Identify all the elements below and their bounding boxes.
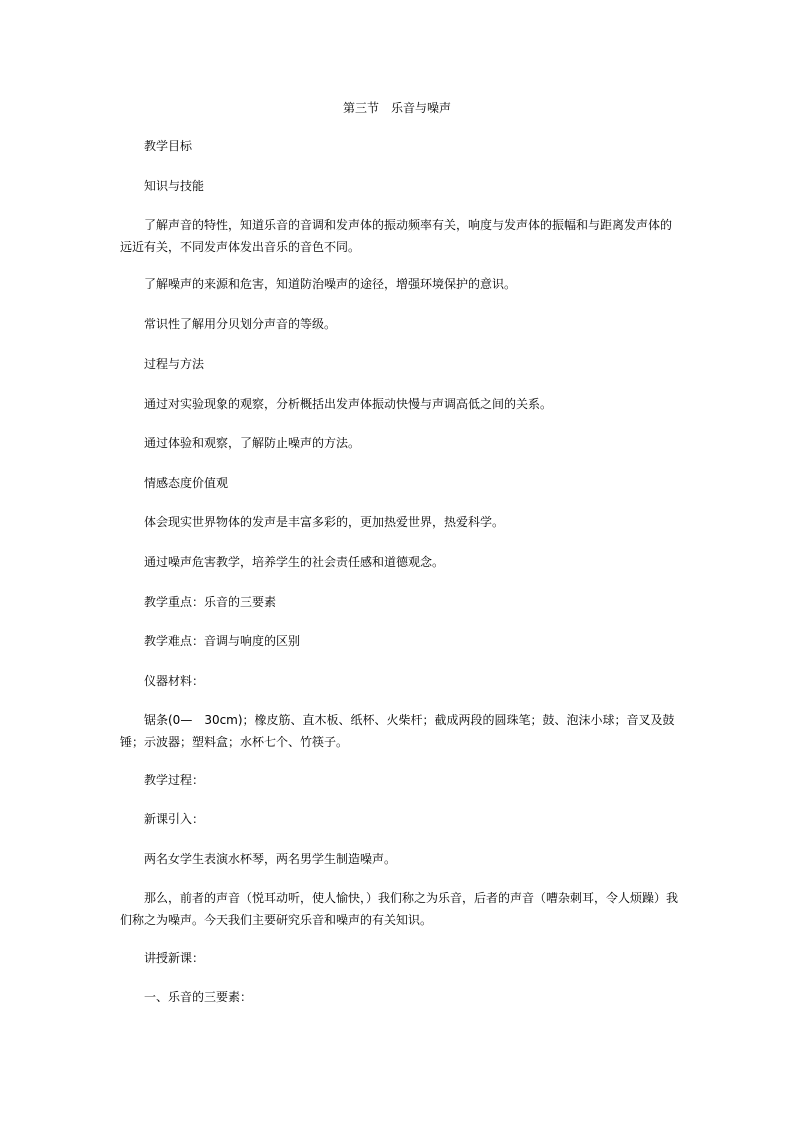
paragraph-values: 情感态度价值观 <box>144 476 229 490</box>
section-title: 第三节 乐音与噪声 <box>342 101 451 115</box>
paragraph-materials-heading: 仪器材料： <box>144 674 205 688</box>
paragraph-music-vs-noise: 那么，前者的声音（悦耳动听，使人愉快，）我们称之为乐音，后者的声音（嘈杂刺耳，令人烦躁）我们称之为噪声。今天我们主要研究乐音和噪声的有关知识。 <box>120 891 679 927</box>
paragraph-materials-list: 锯条(0— 30cm)；橡皮筋、直木板、纸杯、火柴杆；截成两段的圆珠笔；鼓、泡沫小球；音叉及鼓锤；示波器；塑料盒；水杯七个、竹筷子。 <box>120 713 675 749</box>
paragraph-difficulty: 教学难点：音调与响度的区别 <box>144 634 301 648</box>
paragraph-appreciate-world: 体会现实世界物体的发声是丰富多彩的，更加热爱世界，热爱科学。 <box>144 515 505 529</box>
paragraph-demonstration: 两名女学生表演水杯琴，两名男学生制造噪声。 <box>144 852 397 866</box>
paragraph-experiment-observation: 通过对实验现象的观察，分析概括出发声体振动快慢与声调高低之间的关系。 <box>144 397 553 411</box>
paragraph-three-elements: 一、乐音的三要素： <box>144 990 253 1004</box>
paragraph-noise-prevention: 通过体验和观察，了解防止噪声的方法。 <box>144 436 361 450</box>
paragraph-decibel: 常识性了解用分贝划分声音的等级。 <box>144 317 337 331</box>
paragraph-teaching-goals: 教学目标 <box>144 139 193 153</box>
paragraph-sound-characteristics: 了解声音的特性，知道乐音的音调和发声体的振动频率有关，响度与发声体的振幅和与距离发声体的远近有关，不同发声体发出音乐的音色不同。 <box>120 218 673 254</box>
paragraph-teaching-process: 教学过程： <box>144 773 205 787</box>
paragraph-social-responsibility: 通过噪声危害教学，培养学生的社会责任感和道德观念。 <box>144 555 445 569</box>
paragraph-key-point: 教学重点：乐音的三要素 <box>144 595 277 609</box>
paragraph-process-method: 过程与方法 <box>144 357 205 371</box>
paragraph-knowledge-skills: 知识与技能 <box>144 179 205 193</box>
paragraph-new-lesson: 讲授新课： <box>144 951 205 965</box>
paragraph-noise-sources: 了解噪声的来源和危害，知道防治噪声的途径，增强环境保护的意识。 <box>144 277 517 291</box>
paragraph-introduction: 新课引入： <box>144 812 205 826</box>
